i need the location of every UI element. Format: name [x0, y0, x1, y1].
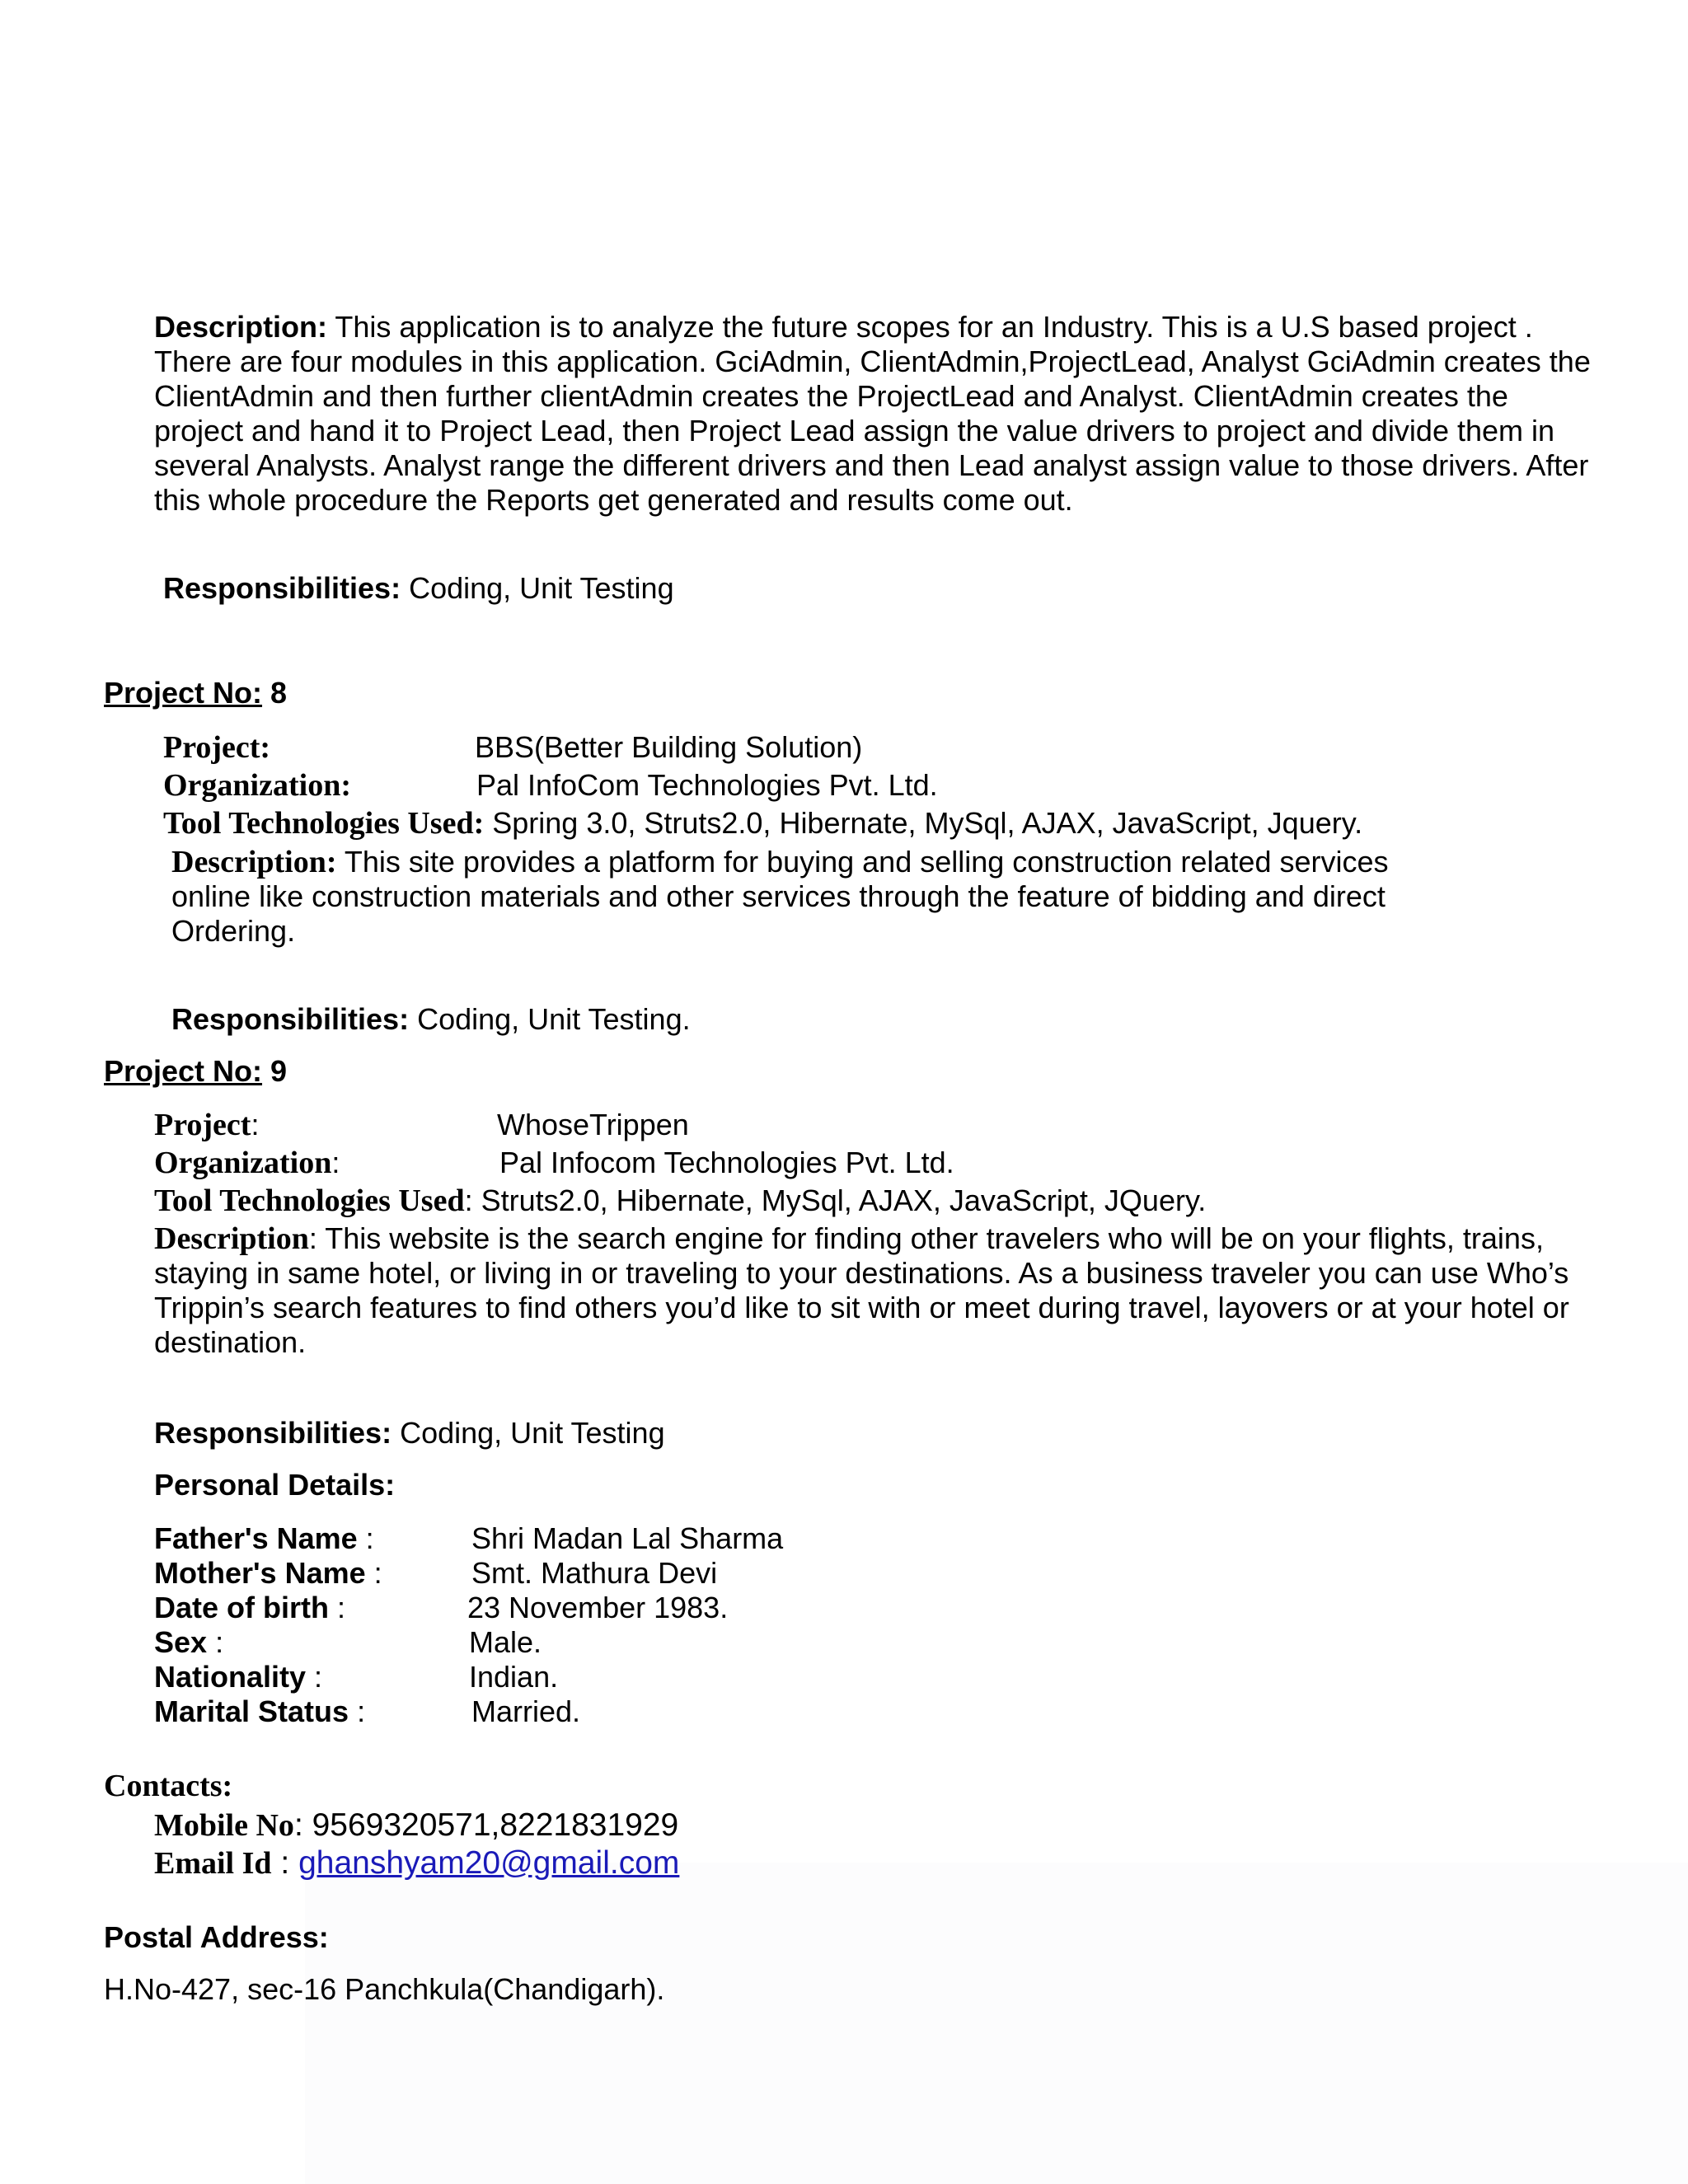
personal-label: Mother's Name — [154, 1556, 366, 1590]
project-8-organization-row — [163, 768, 1564, 803]
email-separator: : — [271, 1845, 299, 1881]
personal-value: Married. — [471, 1694, 581, 1728]
project-7-description — [154, 310, 1605, 518]
personal-sep: : — [365, 1556, 382, 1590]
responsibilities-label: Responsibilities: — [154, 1416, 392, 1450]
description-label: Description — [154, 1221, 309, 1256]
project-8-description — [171, 845, 1441, 949]
organization-value: Pal InfoCom Technologies Pvt. Ltd. — [476, 768, 938, 802]
personal-value: Male. — [469, 1625, 542, 1659]
personal-row-marital-status — [154, 1694, 896, 1729]
contact-mobile-row — [154, 1807, 678, 1844]
description-text: This site provides a platform for buying and selling construction related services online like construction materials and other services through the feature of bidding and direct Ordering. — [171, 845, 1389, 948]
personal-value: Indian. — [469, 1660, 559, 1694]
personal-sep: : — [357, 1521, 374, 1555]
personal-value: Shri Madan Lal Sharma — [471, 1521, 784, 1555]
personal-sep: : — [207, 1625, 224, 1659]
responsibilities-label: Responsibilities: — [171, 1002, 410, 1036]
description-text: : This website is the search engine for finding other travelers who will be on your flights, trains, staying in same hotel, or living in or traveling to your destinations. As a business traveler you can use Who’s Trippin’s search features to find others you’d like to sit with or meet during travel, layovers or at your hotel or destination. — [154, 1221, 1569, 1359]
responsibilities-text: Coding, Unit Testing — [392, 1416, 665, 1450]
project-value: BBS(Better Building Solution) — [475, 730, 863, 764]
email-link[interactable]: ghanshyam20@gmail.com — [298, 1845, 680, 1881]
postal-address-text: H.No-427, sec-16 Panchkula(Chandigarh). — [104, 1972, 665, 2006]
project-8-responsibilities — [171, 1002, 691, 1037]
organization-colon: : — [331, 1146, 340, 1179]
background-shade — [305, 1863, 1688, 2184]
personal-row-sex — [154, 1625, 896, 1660]
description-text: This application is to analyze the future scopes for an Industry. This is a U.S based project . There are four modules in this application. GciAdmin, ClientAdmin,ProjectLead, Analyst GciAdmin creates the ClientAdmin and then further clientAdmin creates the ProjectLead and Analyst. ClientAdmin creates the project and hand it to Project Lead, then Project Lead assign the value drivers to project and divide them in several Analysts. Analyst range the different drivers and then Lead analyst assign value to those drivers. After this whole procedure the Reports get generated and results come out. — [154, 310, 1591, 517]
project-8-tools-row — [163, 806, 1362, 841]
personal-row-date-of-birth — [154, 1591, 896, 1625]
personal-row-mothers-name — [154, 1556, 896, 1591]
contact-email-row — [154, 1844, 679, 1882]
organization-label: Organization: — [163, 768, 351, 803]
project-label: Project: — [163, 730, 271, 765]
personal-label: Nationality — [154, 1660, 307, 1694]
project-8-project-row — [163, 730, 1564, 765]
tools-label: Tool Technologies Used — [154, 1183, 465, 1218]
project-colon: : — [251, 1108, 260, 1141]
project-9-tools-row — [154, 1183, 1206, 1218]
description-label: Description: — [154, 310, 328, 344]
organization-label: Organization — [154, 1146, 332, 1180]
personal-label: Date of birth — [154, 1591, 329, 1624]
responsibilities-text: Coding, Unit Testing. — [409, 1002, 691, 1036]
project-9-organization-row — [154, 1146, 1555, 1180]
personal-value: Smt. Mathura Devi — [471, 1556, 718, 1590]
personal-sep: : — [306, 1660, 323, 1694]
project-9-project-row — [154, 1108, 1555, 1142]
project-no-label: Project No: — [104, 1054, 263, 1088]
project-number: 9 — [262, 1054, 288, 1088]
project-9-heading — [104, 1054, 287, 1089]
project-8-heading — [104, 676, 287, 710]
project-label: Project — [154, 1108, 251, 1142]
project-number: 8 — [262, 676, 288, 710]
tools-label: Tool Technologies Used: — [163, 806, 485, 841]
mobile-label: Mobile No — [154, 1808, 294, 1843]
description-label: Description: — [171, 845, 337, 879]
tools-value: : Struts2.0, Hibernate, MySql, AJAX, JavaScript, JQuery. — [464, 1183, 1207, 1217]
personal-label: Sex — [154, 1625, 208, 1659]
project-9-description — [154, 1221, 1605, 1360]
personal-value: 23 November 1983. — [467, 1591, 729, 1624]
postal-address-heading: Postal Address: — [104, 1920, 329, 1954]
personal-label: Father's Name — [154, 1521, 358, 1555]
project-7-responsibilities — [163, 571, 674, 606]
personal-sep: : — [329, 1591, 346, 1624]
personal-row-fathers-name — [154, 1521, 896, 1556]
mobile-value: : 9569320571,8221831929 — [293, 1807, 679, 1843]
personal-row-nationality — [154, 1660, 896, 1694]
project-no-label: Project No: — [104, 676, 263, 710]
organization-value: Pal Infocom Technologies Pvt. Ltd. — [499, 1146, 954, 1179]
responsibilities-text: Coding, Unit Testing — [401, 571, 674, 605]
responsibilities-label: Responsibilities: — [163, 571, 401, 605]
personal-label: Marital Status — [154, 1694, 349, 1728]
email-label: Email Id — [154, 1846, 272, 1881]
tools-value: Spring 3.0, Struts2.0, Hibernate, MySql, AJAX, JavaScript, Jquery. — [484, 806, 1363, 840]
contacts-heading: Contacts: — [104, 1769, 233, 1803]
personal-sep: : — [349, 1694, 366, 1728]
project-value: WhoseTrippen — [497, 1108, 689, 1141]
personal-details-heading: Personal Details: — [154, 1468, 396, 1502]
project-9-responsibilities — [154, 1416, 665, 1451]
